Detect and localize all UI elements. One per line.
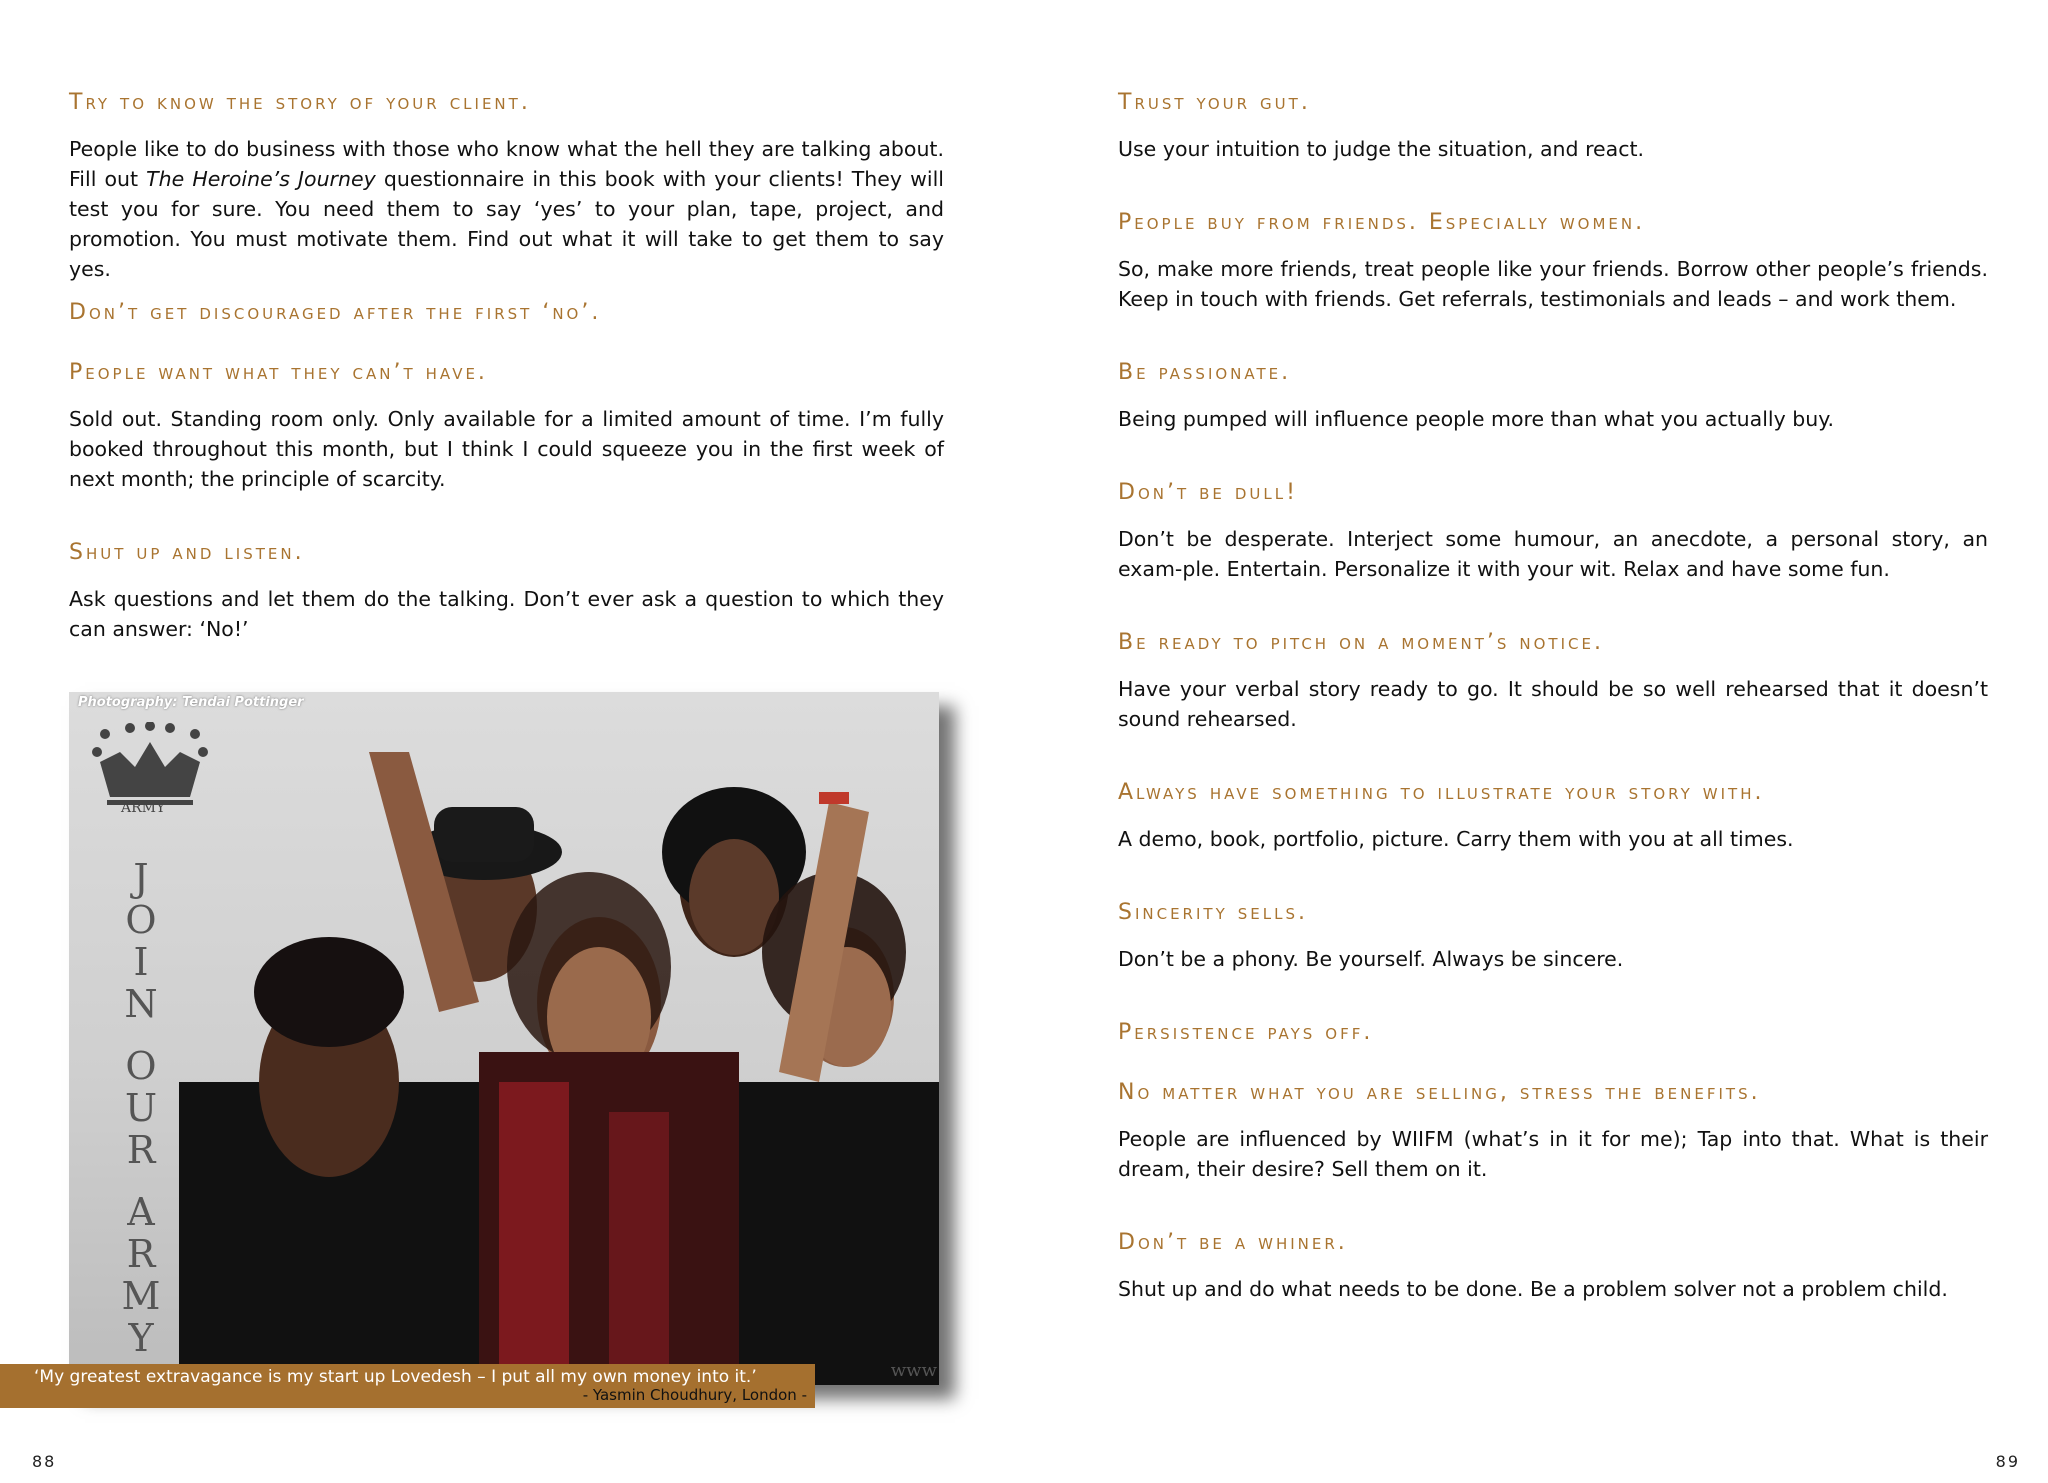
section-heading: Sincerity sells. [1118,900,1308,925]
section-body: People like to do business with those who know what the hell they are talking about. Fill out The Heroine’s Journey questionnaire in this book with your clients! They will test you for sure. You need them to say ‘yes’ to your plan, tape, project, and promotion. You must motivate them. Find out what it will take to get them to say yes. [69,137,944,281]
section-body: Being pumped will influence people more than what you actually buy. [1118,407,1834,431]
section-heading: People want what they can’t have. [69,360,488,385]
section-body: Sold out. Standing room only. Only available for a limited amount of time. I’m fully booked throughout this month, but I think I could squeeze you in the first week of next month; the principle of scarcity. [69,407,944,491]
vertical-letter: N [124,982,158,1026]
section-listen [69,538,944,644]
section-illustrate [1118,778,1988,854]
section-heading: Be passionate. [1118,360,1292,385]
section-heading: People buy from friends. Especially women. [1118,210,1646,235]
section-body: Don’t be a phony. Be yourself. Always be sincere. [1118,947,1624,971]
group-photo [69,692,939,1385]
section-heading: Don’t be dull! [1118,480,1298,505]
vertical-letter: O [125,898,157,942]
vertical-letter: Y [128,1316,154,1360]
section-friends [1118,208,1988,314]
join-our-army-vertical [121,857,161,1359]
section-heading: Don’t be a whiner. [1118,1230,1348,1255]
section-heading: Be ready to pitch on a moment’s notice. [1118,630,1604,655]
page-number-left: 88 [32,1452,57,1471]
section-body: Ask questions and let them do the talking. Don’t ever ask a question to which they can answer: ‘No!’ [69,587,944,641]
vertical-letter: I [133,940,149,984]
quote-text: ‘My greatest extravagance is my start up Lovedesh – I put all my own money into it.’ [34,1367,757,1387]
quote-caption-bar [0,1364,815,1408]
website-fragment: www [890,1360,937,1381]
section-benefits [1118,1078,1988,1184]
section-body: Use your intuition to judge the situation, and react. [1118,137,1645,161]
vertical-letter: R [126,1232,156,1276]
section-body: Don’t be desperate. Interject some humour, an anecdote, a personal story, an exam-ple. Entertain. Personalize it with your wit. Relax and have some fun. [1118,527,1988,581]
vertical-letter: J [133,856,149,900]
people-illustration [179,752,939,1385]
section-first-no [69,298,944,328]
section-heading: Try to know the story of your client. [69,90,531,115]
section-sincerity [1118,898,1988,974]
section-dull [1118,478,1988,584]
section-cant-have [69,358,944,494]
section-body: A demo, book, portfolio, picture. Carry them with you at all times. [1118,827,1794,851]
section-persistence [1118,1018,1988,1048]
vertical-letter: A [127,1190,155,1234]
section-heading: Always have something to illustrate your story with. [1118,780,1765,805]
section-body: So, make more friends, treat people like your friends. Borrow other people’s friends. Keep in touch with friends. Get referrals, testimonials and leads – and work them. [1118,257,1988,311]
section-passionate [1118,358,1988,434]
section-heading: Shut up and listen. [69,540,305,565]
section-heading: Persistence pays off. [1118,1020,1374,1045]
section-heading: Trust your gut. [1118,90,1311,115]
vertical-letter [121,1025,161,1045]
quote-attribution: - Yasmin Choudhury, London - [582,1386,807,1404]
section-body: People are influenced by WIIFM (what’s in it for me); Tap into that. What is their dream, their desire? Sell them on it. [1118,1127,1988,1181]
page-number-right: 89 [1995,1452,2020,1471]
section-whiner [1118,1228,1988,1304]
section-heading: No matter what you are selling, stress the benefits. [1118,1080,1761,1105]
vertical-letter: R [126,1128,156,1172]
section-pitch [1118,628,1988,734]
section-know-story [69,88,944,284]
vertical-letter: U [124,1086,158,1130]
vertical-letter: M [121,1274,161,1318]
section-body: Shut up and do what needs to be done. Be a problem solver not a problem child. [1118,1277,1948,1301]
vertical-letter: O [125,1044,157,1088]
photo-credit: Photography: Tendai Pottinger [78,695,304,710]
vertical-letter [121,1171,161,1191]
section-trust-gut [1118,88,1988,164]
section-heading: Don’t get discouraged after the first ‘no’. [69,300,602,325]
section-body: Have your verbal story ready to go. It should be so well rehearsed that it doesn’t sound rehearsed. [1118,677,1988,731]
logo-army-text: ARMY [121,800,166,816]
crown-icon [85,722,215,812]
